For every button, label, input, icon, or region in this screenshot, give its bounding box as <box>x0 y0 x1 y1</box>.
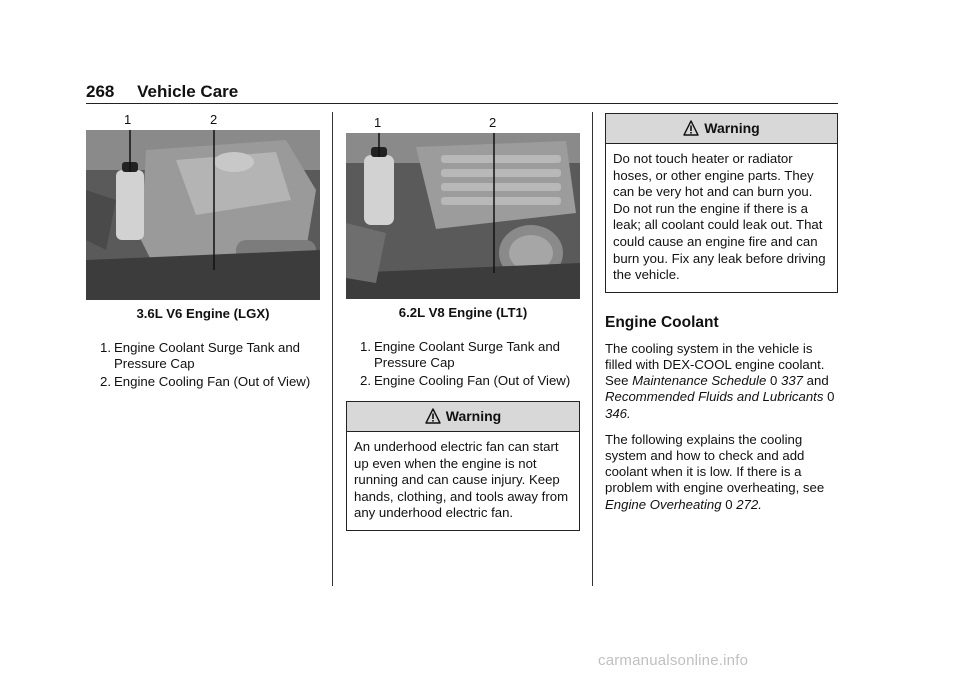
callout-legend <box>86 340 320 390</box>
list-item: 1. Engine Coolant Surge Tank and Pressure Cap <box>100 340 300 371</box>
callout-2: 2 <box>489 115 497 130</box>
engine-photo-v6 <box>86 130 320 300</box>
warning-header <box>347 402 579 432</box>
list-item: 2. Engine Cooling Fan (Out of View) <box>100 374 311 389</box>
column-1 <box>86 110 320 392</box>
warning-text: An underhood electric fan can start up even when the engine is not running and can cause injury. Keep hands, clothing, and tools away from any underhood electric fan. <box>354 439 569 521</box>
page-ref[interactable]: 337 <box>781 373 804 389</box>
warning-title: Warning <box>445 408 502 424</box>
photo-caption: 6.2L V8 Engine (LT1) <box>398 305 528 320</box>
fan-warning-box <box>346 401 580 531</box>
watermark: carmanualsonline.info <box>598 652 749 669</box>
photo-caption: 3.6L V6 Engine (LGX) <box>136 306 270 321</box>
engine-overheating-link[interactable]: Engine Overheating <box>605 496 722 512</box>
coolant-paragraph-1: The cooling system in the vehicle is filled with DEX-COOL engine coolant. See Maintenance Schedule 0 337 and Recommended Fluids and Lubricants 0 346. <box>605 340 835 421</box>
engine-photo-v8 <box>346 133 580 299</box>
warning-text: Do not touch heater or radiator hoses, or other engine parts. They can be very hot and can burn you. Do not run the engine if there is a leak; all coolant could leak out. That could cause an engine fire and can burn you. Fix any leak before driving the vehicle. <box>613 151 826 283</box>
recommended-fluids-link[interactable]: Recommended Fluids and Lubricants <box>605 389 824 405</box>
warning-title: Warning <box>704 120 760 136</box>
engine-v6-illustration <box>86 130 320 300</box>
callout-legend <box>346 339 580 389</box>
page-header <box>86 82 238 102</box>
warning-icon <box>683 120 699 136</box>
callout-1: 1 <box>124 112 132 127</box>
header-divider <box>86 103 838 104</box>
column-2 <box>346 113 580 531</box>
page-ref[interactable]: 346 <box>605 405 628 421</box>
callout-1: 1 <box>374 115 382 130</box>
photo-callouts <box>346 113 580 133</box>
column-divider-2 <box>592 112 593 586</box>
page-ref-arrow: 0 <box>769 373 778 389</box>
warning-icon <box>425 408 441 424</box>
maintenance-schedule-link[interactable]: Maintenance Schedule <box>632 373 767 389</box>
warning-header <box>606 114 837 144</box>
list-item: 2. Engine Cooling Fan (Out of View) <box>360 373 571 388</box>
page-number: 268 <box>86 82 115 101</box>
photo-callouts <box>86 110 320 130</box>
callout-2: 2 <box>210 112 218 127</box>
engine-coolant-heading: Engine Coolant <box>605 313 719 331</box>
column-3 <box>605 113 838 513</box>
page-ref-arrow: 0 <box>827 389 835 405</box>
hot-parts-warning-box <box>605 113 838 293</box>
page-ref-arrow: 0 <box>725 496 733 512</box>
list-item: 1. Engine Coolant Surge Tank and Pressure Cap <box>360 339 560 370</box>
column-divider-1 <box>332 112 333 586</box>
engine-v8-illustration <box>346 133 580 299</box>
section-title: Vehicle Care <box>137 82 239 101</box>
page-ref[interactable]: 272 <box>736 496 759 512</box>
coolant-paragraph-2: The following explains the cooling system and how to check and add coolant when it is low. If there is a problem with engine overheating, see Engine Overheating 0 272. <box>605 431 825 512</box>
